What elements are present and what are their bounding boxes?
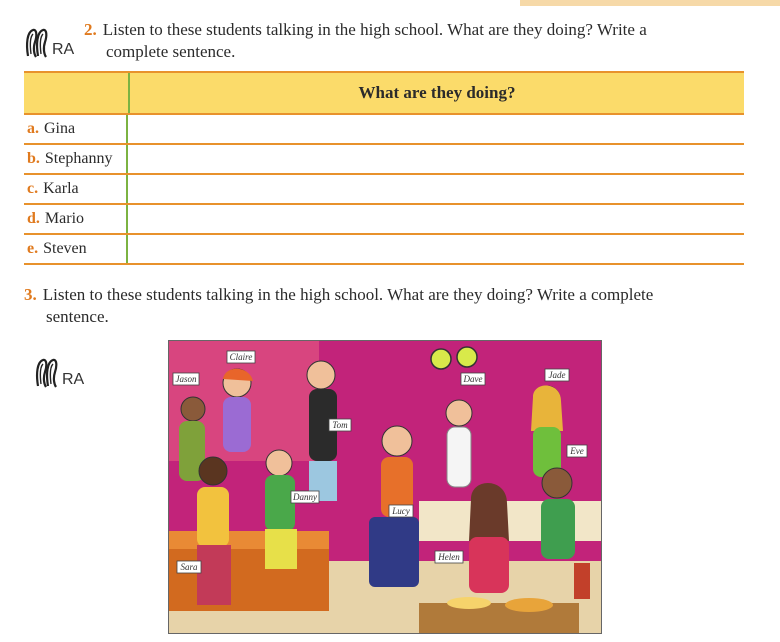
table-row [24,145,744,175]
exercise-number: 3. [24,285,37,304]
table-row [24,205,744,235]
row-letter: d. [27,210,40,227]
row-letter: a. [27,120,39,137]
instruction-line-1: Listen to these students talking in the high school. What are they doing? Write a [102,20,647,39]
table-header: What are they doing? [358,83,516,102]
student-cell [24,205,128,233]
student-name: Karla [43,180,79,197]
lamp-2 [457,347,477,367]
exercise-3-instruction [24,284,754,328]
instruction-line-2: sentence. [46,307,109,326]
answer-cell[interactable] [128,175,744,203]
header-empty-cell [24,73,130,113]
person-dave [446,400,472,487]
instruction-line-2: complete sentence. [106,42,236,61]
label-eve [567,445,587,457]
sofa [169,541,329,611]
listening-ears-icon-2 [24,26,74,60]
label-helen [435,551,463,563]
student-cell [24,145,128,173]
person-helen [469,483,509,593]
ears-icon [34,356,60,390]
exercise-number: 2. [84,20,97,39]
answer-cell[interactable] [128,145,744,173]
student-cell [24,235,128,263]
label-danny [291,491,319,503]
ra-label: RA [52,41,75,58]
table-header-row [24,73,744,115]
person-eve [541,468,575,559]
answer-table [24,71,744,265]
snack-plate-2 [505,598,553,612]
person-claire [223,369,253,452]
label-dave [461,373,485,385]
sofa-back [169,531,329,549]
student-name: Gina [44,120,76,137]
ears-icon [24,26,50,60]
answer-cell[interactable] [128,205,744,233]
label-sara-text: Sara [180,562,198,572]
label-lucy-text: Lucy [392,506,410,516]
student-cell [24,115,128,143]
party-scene-svg [169,341,601,633]
exercise-2-instruction [84,19,754,63]
student-cell [24,175,128,203]
student-name: Stephanny [44,150,113,167]
row-letter: e. [27,240,39,257]
row-letter: b. [27,150,40,167]
row-letter: c. [27,180,39,197]
label-sara [177,561,201,573]
label-eve-text: Eve [570,446,584,456]
label-helen-text: Helen [438,552,460,562]
label-dave-text: Dave [463,374,483,384]
label-tom-text: Tom [332,420,348,430]
label-lucy [389,505,413,517]
listening-ears-icon-3 [34,356,84,390]
person-jade [531,385,563,477]
ra-label: RA [62,371,85,388]
answer-cell[interactable] [128,115,744,143]
label-tom [329,419,351,431]
party-illustration [168,340,602,634]
label-danny-text: Danny [293,492,317,502]
table-row [24,235,744,265]
label-jason-text: Jason [175,374,197,384]
table-row [24,115,744,145]
label-jade [545,369,569,381]
snack-table [419,603,579,633]
snack-plate-1 [447,597,491,609]
student-name: Mario [44,210,85,227]
label-jade-text: Jade [548,370,566,380]
lamp-1 [431,349,451,369]
label-claire-text: Claire [229,352,253,362]
soda-bottle [574,563,590,599]
label-claire [227,351,255,363]
instruction-line-1: Listen to these students talking in the high school. What are they doing? Write a complete [42,285,654,304]
table-row [24,175,744,205]
label-jason [173,373,199,385]
answer-cell[interactable] [128,235,744,263]
decorative-top-strip [520,0,780,6]
student-name: Steven [43,240,87,257]
